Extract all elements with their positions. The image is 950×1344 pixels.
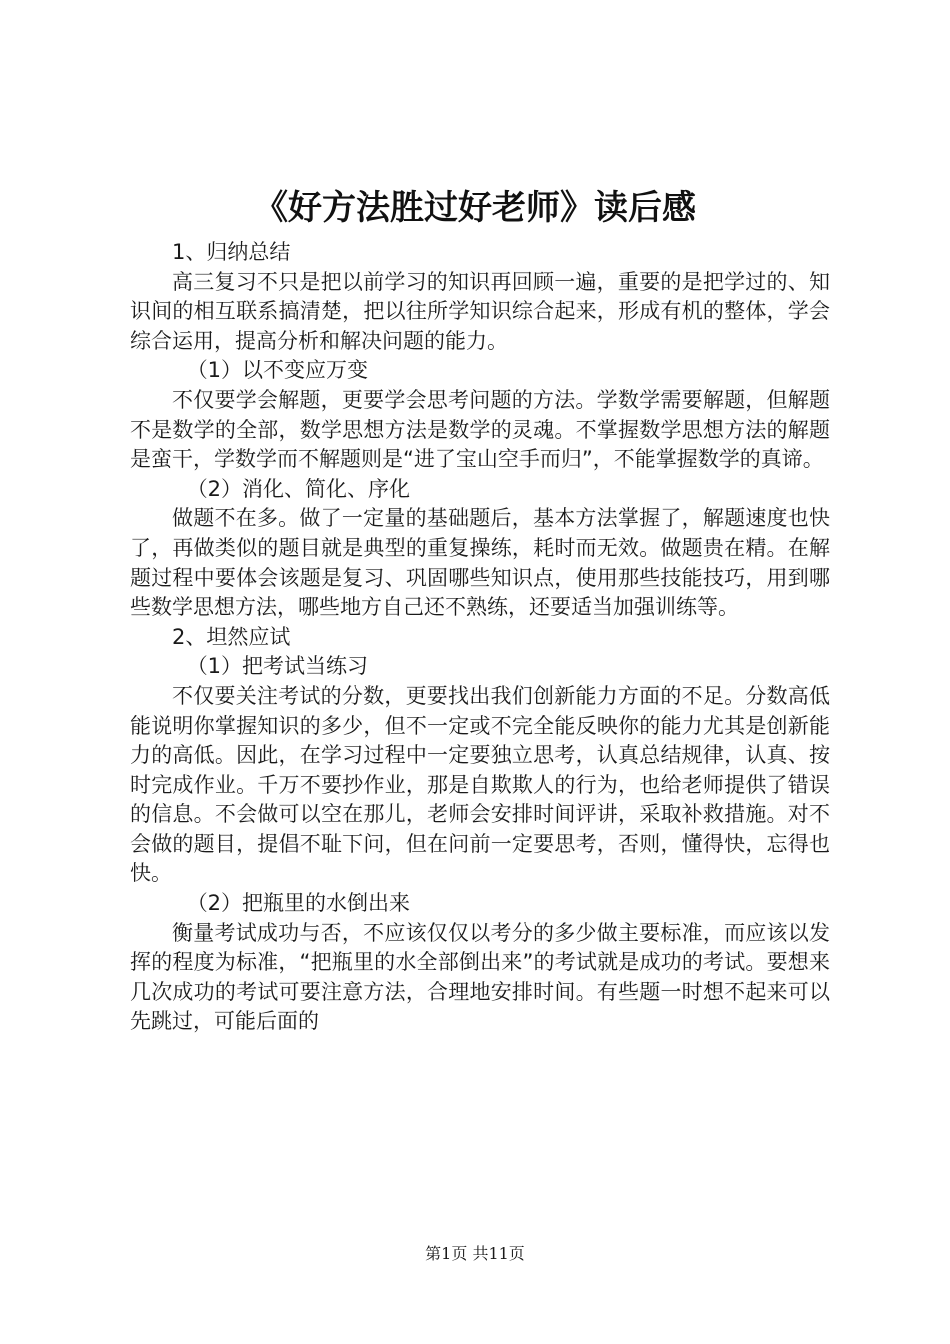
section-heading: 2、坦然应试 <box>172 624 291 649</box>
paragraph: 衡量考试成功与否，不应该仅仅以考分的多少做主要标准，而应该以发挥的程度为标准，“把瓶里的水全部倒出来”的考试就是成功的考试。要想来几次成功的考试可要注意方法，合理地安排时间。有些题一时想不起来可以先跳过，可能后面的 <box>130 920 830 1034</box>
paragraph: 做题不在多。做了一定量的基础题后，基本方法掌握了，解题速度也快了，再做类似的题目就是典型的重复操练，耗时而无效。做题贵在精。在解题过程中要体会该题是复习、巩固哪些知识点，使用那些技能技巧，用到哪些数学思想方法，哪些地方自己还不熟练，还要适当加强训练等。 <box>130 506 830 620</box>
paragraph: 不仅要关注考试的分数，更要找出我们创新能力方面的不足。分数高低能说明你掌握知识的多少，但不一定或不完全能反映你的能力尤其是创新能力的高低。因此，在学习过程中一定要独立思考，认真总结规律，认真、按时完成作业。千万不要抄作业，那是自欺欺人的行为，也给老师提供了错误的信息。不会做可以空在那儿，老师会安排时间评讲，采取补救措施。对不会做的题目，提倡不耻下问，但在问前一定要思考，否则，懂得快，忘得也快。 <box>130 683 830 886</box>
subsection-heading: （2）把瓶里的水倒出来 <box>186 891 411 916</box>
section-heading: 1、归纳总结 <box>172 240 291 264</box>
document-title: 《好方法胜过好老师》读后感 <box>254 188 696 228</box>
paragraph: 不仅要学会解题，更要学会思考问题的方法。学数学需要解题，但解题不是数学的全部，数学思想方法是数学的灵魂。不掌握数学思想方法的解题是蛮干，学数学而不解题则是“进了宝山空手而归”，不能掌握数学的真谛。 <box>130 387 830 472</box>
page-number-footer: 第1页 共11页 <box>425 1244 525 1263</box>
subsection-heading: （2）消化、简化、序化 <box>186 476 411 501</box>
paragraph: 高三复习不只是把以前学习的知识再回顾一遍，重要的是把学过的、知识间的相互联系搞清楚，把以往所学知识综合起来，形成有机的整体，学会综合运用，提高分析和解决问题的能力。 <box>130 269 830 353</box>
subsection-heading: （1）以不变应万变 <box>186 358 369 383</box>
document-body <box>130 238 830 1037</box>
subsection-heading: （1）把考试当练习 <box>186 654 369 679</box>
